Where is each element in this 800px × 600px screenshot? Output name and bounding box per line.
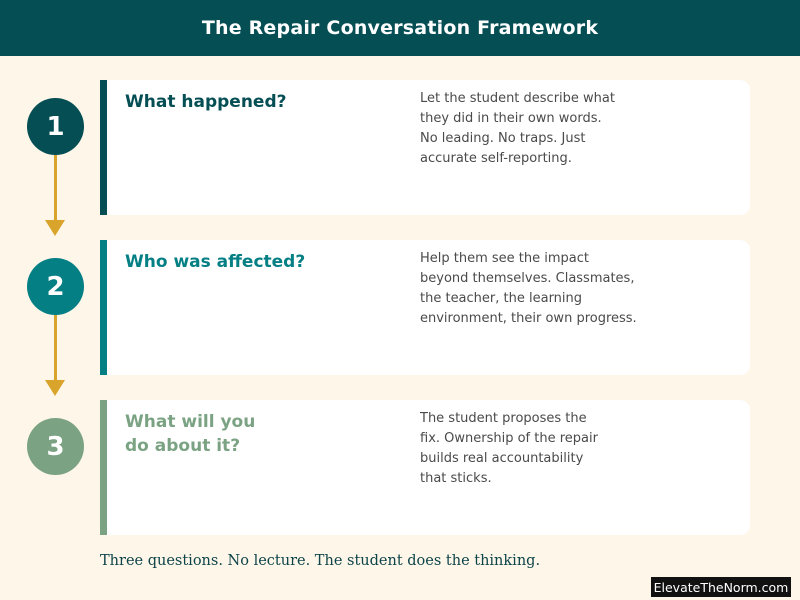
step-1-connector-line [54,155,57,221]
down-arrow-icon [45,380,65,396]
step-2-question: Who was affected? [125,252,306,272]
step-3-number: 3 [46,431,65,462]
step-2-description: Help them see the impact beyond themselves. Classmates, the teacher, the learning environment, their own progress. [420,251,637,326]
step-2-card [100,240,750,375]
step-3-number-badge [27,418,84,475]
step-1-card [100,80,750,215]
summary-caption: Three questions. No lecture. The student does the thinking. [100,553,541,569]
step-3-description: The student proposes the fix. Ownership of the repair builds real accountability that sticks. [420,411,598,486]
title-banner [0,0,800,56]
step-1-number: 1 [46,111,65,142]
step-2-number: 2 [46,271,65,302]
down-arrow-icon [45,220,65,236]
step-3-card [100,400,750,535]
step-3-question: What will you do about it? [125,412,256,456]
step-1-question: What happened? [125,92,287,112]
step-2-number-badge [27,258,84,315]
page-title: The Repair Conversation Framework [201,17,599,39]
step-1-number-badge [27,98,84,155]
site-watermark: ElevateTheNorm.com [651,577,791,597]
step-1-description: Let the student describe what they did in their own words. No leading. No traps. Just accurate self-reporting. [420,91,615,166]
step-2-connector-line [54,315,57,381]
